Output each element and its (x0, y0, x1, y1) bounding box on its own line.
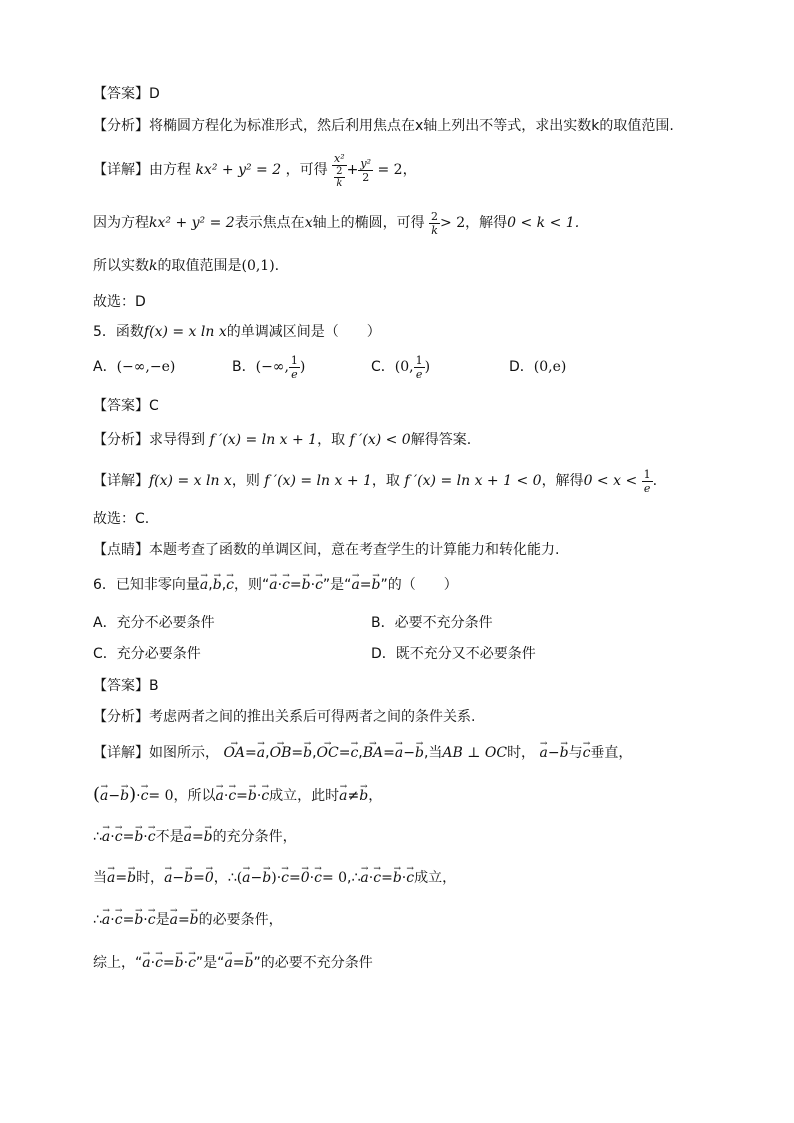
option-label: A． (93, 359, 117, 375)
function-expr: f(x) = x ln x (149, 473, 232, 489)
fraction-x-over-2-over-k (332, 152, 347, 189)
q5-stem (93, 322, 381, 342)
detail-text: ，取 (371, 473, 400, 489)
detail-text: ，解得 (465, 215, 508, 231)
q6-detail-line-2: (→ a−→ b)·→ c= 0，所以→ a·→ c=→ b·→ c成立，此时→ a≠→ b， (93, 783, 382, 808)
equals-zero: = 0 (148, 788, 174, 804)
therefore: ∴ (93, 912, 102, 928)
vector-a: → a (242, 868, 250, 888)
vector-b: → b (204, 827, 213, 847)
vector-c: → c (148, 910, 156, 930)
vector-b: → b (359, 784, 368, 808)
analysis-tag: 【分析】 (93, 709, 149, 725)
vector-b: → b (134, 827, 143, 847)
stem-text: 的单调减区间是（ ） (226, 324, 381, 340)
frac-denominator (332, 166, 347, 189)
inner-fraction (334, 166, 344, 189)
q6-analysis-line (93, 707, 475, 727)
vector-c: → c (115, 910, 123, 930)
comment-tag: 【点睛】 (93, 542, 149, 558)
detail-text: 成立， (414, 870, 457, 886)
detail-text: 当 (93, 870, 107, 886)
vector-a: → a (360, 868, 368, 888)
option-label: D． (509, 359, 534, 375)
equals-zero: = 0 (321, 870, 348, 886)
vector-b: → b (184, 868, 193, 888)
stem-text: ”是“ (322, 577, 352, 593)
q4-choice-line (93, 292, 146, 312)
zero-vector: → 0 (205, 868, 214, 888)
q6-stem: 6．已知非零向量→ a,→ b,→ c，则“→ a·→ c=→ b·→ c”是“→ a=→ b”的（ ） (93, 575, 458, 595)
q5-option-d (509, 352, 566, 382)
vector-c: → c (148, 827, 156, 847)
vector-b: → b (213, 575, 222, 595)
vector-a: → a (339, 784, 347, 808)
equation-rhs: = 2， (377, 162, 417, 178)
q6-detail-line: 【详解】如图所示， → OA=→ a,→ OB=→ b,→ OC=→ c,→ BA=→ a−→ b,当AB ⊥ OC时， → a−→ b与→ c垂直， (93, 743, 632, 763)
equation: kx² + y² = 2 (149, 215, 235, 231)
choice-text: 故选：D (93, 294, 146, 310)
function-expr: f(x) = x ln x (143, 324, 227, 340)
vector-ob: → OB (270, 743, 292, 763)
answer-value: C (149, 398, 159, 414)
frac-numerator: 2 (431, 209, 439, 223)
frac-denominator: 2 (362, 170, 370, 184)
option-value: (0,e) (533, 359, 567, 375)
detail-text: ”的必要不充分条件 (253, 955, 373, 971)
vector-a: → a (170, 910, 178, 930)
analysis-text: 考虑两者之间的推出关系后可得两者之间的条件关系. (149, 709, 476, 725)
detail-text: 与 (568, 745, 583, 761)
fraction-2-over-k (429, 210, 440, 237)
detail-text: ，则 (231, 473, 260, 489)
q6-detail-line-3: ∴→ a·→ c=→ b·→ c不是→ a=→ b的充分条件， (93, 827, 297, 847)
vector-c: → c (188, 953, 196, 973)
vector-b: → b (302, 575, 311, 595)
vector-b: → b (262, 868, 271, 888)
vector-a: → a (102, 910, 110, 930)
therefore: ∴ (93, 829, 102, 845)
vector-c: → c (315, 575, 323, 595)
analysis-tag: 【分析】 (93, 432, 149, 448)
q6-option-b: B．必要不充分条件 (371, 615, 493, 631)
detail-tag: 【详解】 (93, 162, 149, 178)
detail-text: 的必要条件， (198, 912, 283, 928)
vector-b: → b (190, 910, 199, 930)
frac-denominator: e (643, 481, 651, 495)
q5-choice-line (93, 509, 149, 529)
vector-a: → a (100, 784, 108, 808)
frac-numerator: x² (334, 151, 345, 165)
vector-c: → c (228, 784, 236, 808)
vector-a: → a (257, 743, 265, 763)
range: (0,1). (241, 258, 280, 274)
vector-c: → c (155, 953, 163, 973)
frac-denominator: e (291, 367, 298, 381)
vector-a: → a (164, 868, 172, 888)
vector-b: → b (248, 784, 257, 808)
detail-text: 成立，此时 (269, 788, 340, 804)
detail-text: 表示焦点在 (234, 215, 305, 231)
vector-a: → a (102, 827, 110, 847)
vector-a: → a (540, 743, 548, 763)
detail-text: 时， (136, 870, 165, 886)
vector-b: → b (372, 575, 381, 595)
vector-c: → c (583, 743, 591, 763)
answer-value: D (149, 86, 160, 102)
vector-a: → a (216, 784, 224, 808)
detail-text: 是 (155, 912, 170, 928)
vector-c: → c (226, 575, 234, 595)
derivative-expr: f ′(x) = ln x + 1 (264, 473, 372, 489)
vector-b: → b (127, 868, 136, 888)
comment-text: 本题考查了函数的单调区间，意在考查学生的计算能力和转化能力. (149, 542, 560, 558)
q6-option-d: D．既不充分又不必要条件 (371, 646, 536, 662)
vector-c: → c (281, 868, 289, 888)
zero-vector: → 0 (301, 868, 310, 888)
vector-c: → c (350, 743, 358, 763)
frac-numerator: 2 (336, 165, 343, 177)
q4-detail-line: 【详解】由方程 kx² + y² = 2 ，可得 $\frac{\text{x²}}{\frac{2}{k}}$ + $\frac{\text{y²}}{2}$ = 2， (93, 151, 417, 189)
vector-c: → c (115, 827, 123, 847)
detail-text: 轴上的椭圆，可得 (312, 215, 425, 231)
q5-analysis-line (93, 430, 471, 450)
solution: 0 < k < 1. (507, 215, 580, 231)
vector-a: → a (107, 868, 115, 888)
frac-denominator: e (415, 367, 423, 381)
q5-option-c: C．(0, $\frac{1}{e}$ ) (371, 353, 431, 381)
option-value: (−∞,−e) (116, 359, 176, 375)
option-value: (0, (394, 359, 414, 375)
fraction-1-over-e (414, 354, 425, 381)
detail-text: 由方程 (149, 162, 191, 178)
vector-a: → a (269, 575, 277, 595)
vector-b: → b (134, 910, 143, 930)
answer-tag: 【答案】 (93, 86, 149, 102)
frac-denominator: k (336, 177, 343, 189)
q4-analysis-line (93, 116, 674, 136)
vector-b: → b (560, 743, 569, 763)
option-label: B． (232, 359, 256, 375)
detail-text: 时， (507, 745, 536, 761)
vector-b: → b (415, 743, 424, 763)
analysis-text: 解得答案. (410, 432, 472, 448)
vector-a: → a (351, 575, 359, 595)
frac-numerator: 1 (415, 353, 423, 367)
detail-text: 的充分条件， (212, 829, 297, 845)
q6-detail-line-5: ∴→ a·→ c=→ b·→ c是→ a=→ b的必要条件， (93, 910, 283, 930)
detail-text: ”是“ (195, 955, 225, 971)
stem-text: ，则“ (234, 577, 270, 593)
q5-answer-line (93, 396, 159, 416)
stem-text: 6．已知非零向量 (93, 577, 200, 593)
vector-b: → b (175, 953, 184, 973)
q4-reason-line (93, 206, 579, 240)
vector-c: → c (141, 784, 149, 808)
vector-oc: → OC (317, 743, 339, 763)
q5-option-b: B．(−∞, $\frac{1}{e}$ ) (232, 353, 306, 381)
vector-b: → b (245, 953, 254, 973)
perpendicular-expr: AB ⊥ OC (442, 745, 508, 761)
vector-ba: → BA (363, 743, 383, 763)
vector-c: → c (373, 868, 381, 888)
solution: 0 < x < (583, 473, 638, 489)
answer-value: B (149, 678, 159, 694)
analysis-text: 求导得到 (149, 432, 205, 448)
q5-option-a (93, 352, 175, 382)
frac-numerator: y² (360, 156, 372, 170)
condition-expr: f ′(x) < 0 (349, 432, 411, 448)
answer-tag: 【答案】 (93, 398, 149, 414)
q4-answer-line (93, 84, 160, 104)
vector-c: → c (261, 784, 269, 808)
q6-answer-line (93, 676, 159, 696)
detail-text: 不是 (155, 829, 184, 845)
answer-tag: 【答案】 (93, 678, 149, 694)
vector-b: → b (303, 743, 312, 763)
analysis-text: ，取 (317, 432, 346, 448)
vector-c: → c (406, 868, 414, 888)
frac-denominator: k (431, 223, 438, 237)
vector-c: → c (282, 575, 290, 595)
detail-text: 的取值范围是 (157, 258, 242, 274)
vector-oa: → OA (223, 743, 245, 763)
vector-a: → a (395, 743, 403, 763)
analysis-tag: 【分析】 (93, 118, 149, 134)
detail-tag: 【详解】 (93, 473, 149, 489)
analysis-text: 将椭圆方程化为标准形式，然后利用焦点在x轴上列出不等式，求出实数k的取值范围. (149, 118, 674, 134)
frac-numerator: 1 (643, 467, 651, 481)
therefore: ∴ (351, 870, 361, 886)
vector-a: → a (200, 575, 208, 595)
vector-b: → b (393, 868, 402, 888)
detail-text: 垂直， (590, 745, 633, 761)
vector-b: → b (120, 784, 129, 808)
option-label: C． (371, 359, 395, 375)
detail-text: 如图所示， (149, 745, 219, 761)
q4-range-line (93, 256, 279, 276)
q6-conclusion-line: 综上，“→ a·→ c=→ b·→ c”是“→ a=→ b”的必要不充分条件 (93, 953, 373, 973)
vector-c: → c (314, 868, 322, 888)
choice-text: 故选：C. (93, 511, 150, 527)
q6-option-a: A．充分不必要条件 (93, 615, 215, 631)
detail-text: ，解得 (541, 473, 584, 489)
q6-detail-line-4: 当→ a=→ b时，→ a−→ b=→ 0，∴(→ a−→ b)·→ c=→ 0·→ c= 0,∴→ a·→ c=→ b·→ c成立， (93, 868, 456, 888)
math-var: k (149, 258, 158, 274)
therefore: ∴ (227, 870, 237, 886)
fraction-y-over-2 (358, 157, 373, 184)
detail-text: 所以 (187, 788, 216, 804)
math-var: x (304, 215, 313, 231)
detail-text: 当 (428, 745, 443, 761)
detail-text: 因为方程 (93, 215, 149, 231)
q5-detail-line: 【详解】f(x) = x ln x，则 f ′(x) = ln x + 1，取 f ′(x) = ln x + 1 < 0，解得0 < x < $\frac{1}{e}$ . (93, 467, 658, 495)
vector-a: → a (142, 953, 150, 973)
detail-text: ，可得 (285, 162, 328, 178)
option-value: (−∞, (255, 359, 289, 375)
equation: kx² + y² = 2 (195, 162, 282, 178)
stem-text: 5．函数 (93, 324, 144, 340)
fraction-1-over-e (289, 354, 300, 381)
inequality: > 2 (440, 215, 466, 231)
fraction-1-over-e (642, 468, 653, 495)
detail-text: 所以实数 (93, 258, 149, 274)
q6-option-c: C．充分必要条件 (93, 646, 201, 662)
detail-tag: 【详解】 (93, 745, 149, 761)
frac-numerator: 1 (290, 353, 298, 367)
detail-text: 综上，“ (93, 955, 143, 971)
stem-text: ”的（ ） (380, 577, 458, 593)
derivative-expr: f ′(x) = ln x + 1 (209, 432, 318, 448)
vector-a: → a (224, 953, 232, 973)
condition-expr: f ′(x) = ln x + 1 < 0 (404, 473, 542, 489)
vector-a: → a (184, 827, 192, 847)
q5-comment-line (93, 540, 559, 560)
